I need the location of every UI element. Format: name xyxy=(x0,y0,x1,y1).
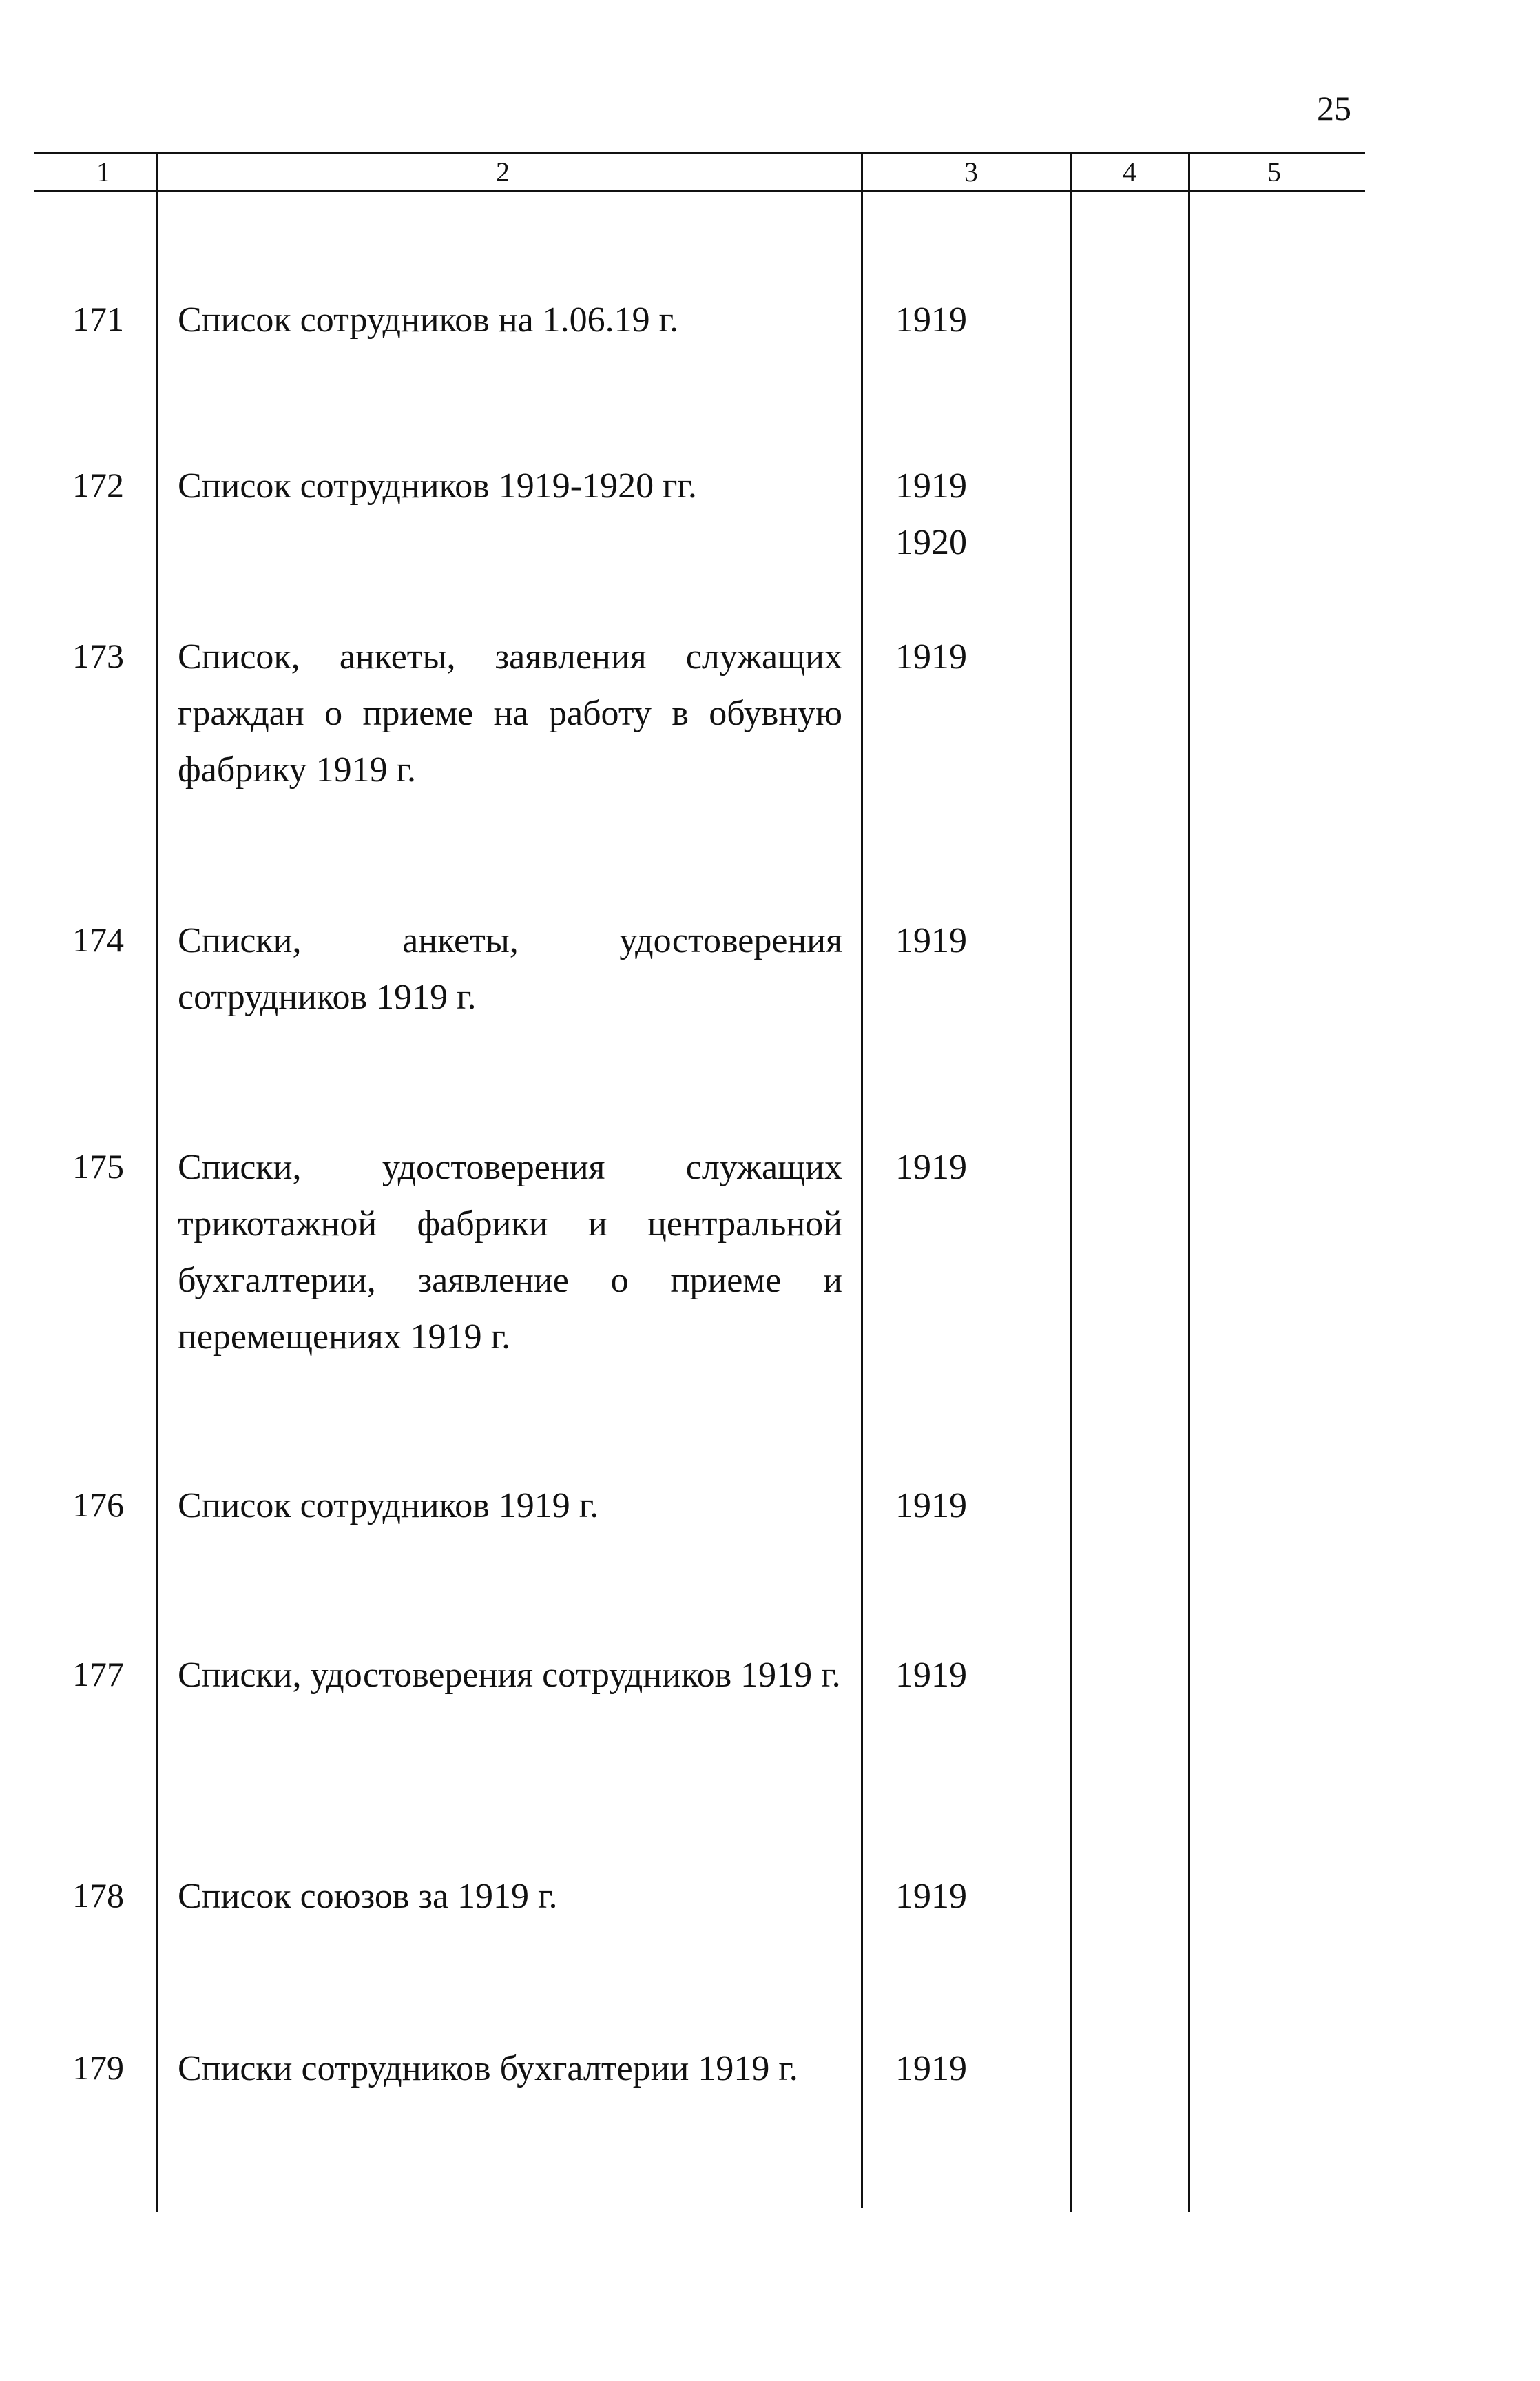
row-title: Список, анкеты, заявления служащих граждан о приеме на работу в обувную фабрику 1919 г. xyxy=(178,637,842,790)
row-year: 1919 xyxy=(895,1877,967,1916)
column-header-5: 5 xyxy=(1267,156,1281,187)
row-title: Списки, удостоверения служащих трикотажной фабрики и центральной бухгалтерии, заявление о приеме и перемещениях 1919 г. xyxy=(178,1148,842,1357)
row-year: 1919 xyxy=(895,1656,967,1695)
row-number: 175 xyxy=(72,1147,124,1186)
column-header-1: 1 xyxy=(96,156,110,187)
row-year: 1919 xyxy=(895,466,967,506)
row-title: Списки, анкеты, удостоверения сотрудников 1919 г. xyxy=(178,921,842,1017)
row-year: 1919 xyxy=(895,1148,967,1187)
row-years xyxy=(895,292,1033,349)
row-year: 1919 xyxy=(895,1486,967,1525)
row-title: Список сотрудников 1919 г. xyxy=(178,1486,599,1525)
row-years xyxy=(895,458,1033,571)
row-title: Список союзов за 1919 г. xyxy=(178,1877,558,1916)
row-title: Списки сотрудников бухгалтерии 1919 г. xyxy=(178,2049,798,2088)
row-number: 178 xyxy=(72,1876,124,1915)
row-number: 173 xyxy=(72,637,124,675)
row-title: Список сотрудников 1919-1920 гг. xyxy=(178,466,697,506)
row-number: 179 xyxy=(72,2048,124,2087)
row-number: 174 xyxy=(72,920,124,959)
row-years xyxy=(895,629,1033,686)
row-number: 177 xyxy=(72,1655,124,1693)
page-number: 25 xyxy=(1317,89,1351,127)
row-number: 171 xyxy=(72,300,124,338)
column-divider-1 xyxy=(156,152,158,2212)
row-years xyxy=(895,1478,1033,1534)
column-divider-4 xyxy=(1188,152,1190,2212)
row-title: Списки, удостоверения сотрудников 1919 г. xyxy=(178,1656,841,1695)
column-divider-3 xyxy=(1070,152,1072,2212)
column-divider-2 xyxy=(861,152,863,2208)
column-header-4: 4 xyxy=(1123,156,1136,187)
column-header-3: 3 xyxy=(964,156,978,187)
table-header-rule xyxy=(34,190,1365,192)
row-number: 172 xyxy=(72,466,124,504)
row-years xyxy=(895,2041,1033,2097)
row-year: 1919 xyxy=(895,2049,967,2088)
row-years xyxy=(895,913,1033,969)
table-top-rule xyxy=(34,152,1365,154)
row-year: 1920 xyxy=(895,523,967,562)
row-years xyxy=(895,1647,1033,1704)
row-years xyxy=(895,1140,1033,1196)
column-header-2: 2 xyxy=(496,156,510,187)
row-year: 1919 xyxy=(895,921,967,960)
row-title: Список сотрудников на 1.06.19 г. xyxy=(178,300,679,340)
row-years xyxy=(895,1868,1033,1925)
row-number: 176 xyxy=(72,1485,124,1524)
row-year: 1919 xyxy=(895,637,967,677)
row-year: 1919 xyxy=(895,300,967,340)
